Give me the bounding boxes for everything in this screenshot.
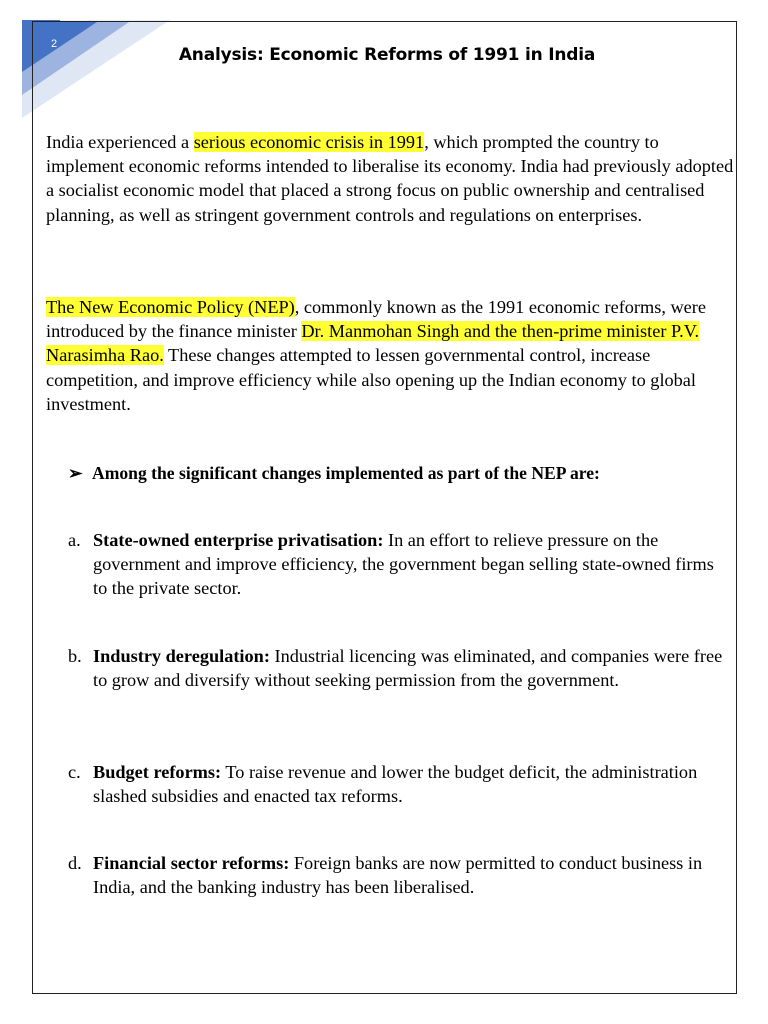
- highlight-crisis: serious economic crisis in 1991: [193, 132, 425, 152]
- highlight-leaders: Dr. Manmohan Singh and the then-prime minister P.V. Narasimha Rao.: [46, 321, 700, 366]
- list-item: a. State-owned enterprise privatisation: In an effort to relieve pressure on the government and improve efficiency, the government began selling state-owned firms to the private sector.: [68, 530, 714, 599]
- list-item: b. Industry deregulation: Industrial licencing was eliminated, and companies were free to grow and diversify without seeking permission from the government.: [68, 646, 723, 691]
- arrow-bullet-icon: ➢: [68, 463, 83, 483]
- page-title: Analysis: Economic Reforms of 1991 in India: [178, 45, 596, 65]
- list-item: c. Budget reforms: To raise revenue and lower the budget deficit, the administration slashed subsidies and enacted tax reforms.: [68, 762, 698, 807]
- intro-paragraph-2: The New Economic Policy (NEP), commonly known as the 1991 economic reforms, were introduced by the finance minister Dr. Manmohan Singh and the then-prime minister P.V. Narasimha Rao. These changes attempted to lessen governmental control, increase competition, and improve efficiency while also opening up the Indian economy to global investment.: [46, 297, 707, 414]
- intro-paragraph-1: India experienced a serious economic crisis in 1991, which prompted the country to implement economic reforms intended to liberalise its economy. India had previously adopted a socialist economic model that placed a strong focus on public ownership and centralised planning, as well as stringent government controls and regulations on enterprises.: [46, 132, 734, 225]
- list-item: d. Financial sector reforms: Foreign banks are now permitted to conduct business in India, and the banking industry has been liberalised.: [68, 853, 703, 898]
- highlight-nep: The New Economic Policy (NEP): [46, 297, 295, 317]
- page-number: 2: [51, 38, 58, 50]
- changes-heading: ➢ Among the significant changes implemented as part of the NEP are:: [68, 463, 600, 483]
